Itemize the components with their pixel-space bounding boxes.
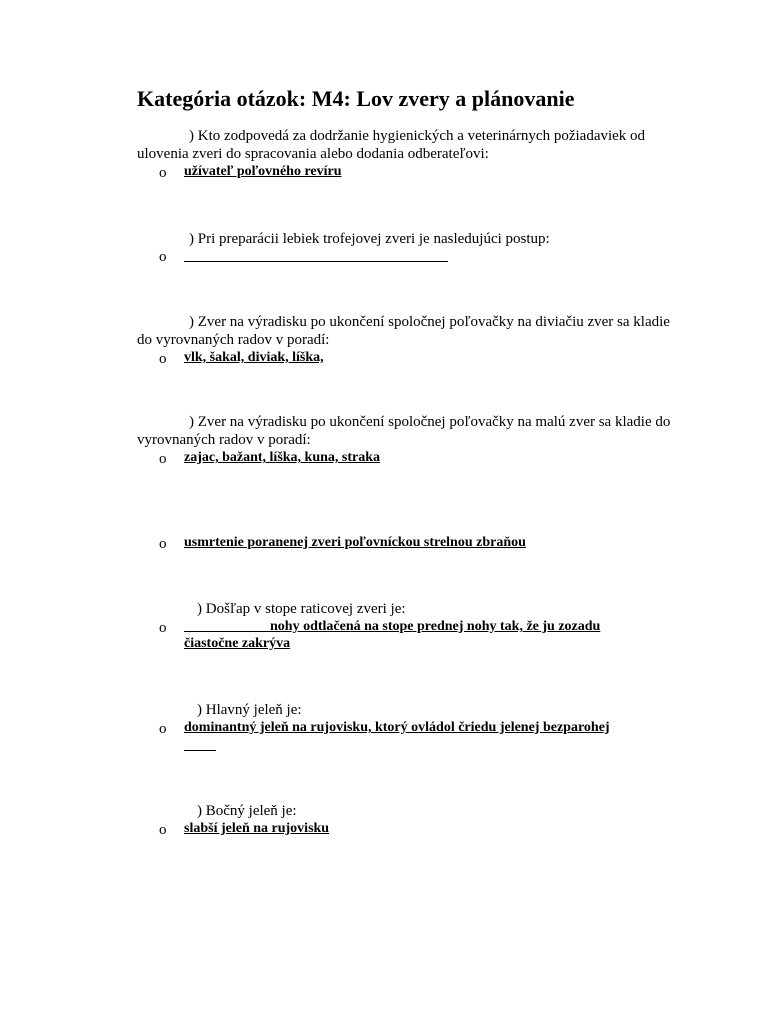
list-bullet: o bbox=[159, 721, 167, 737]
question-3-text: ) Zver na výradisku po ukončení spoločnej poľovačky na diviačiu zver sa kladie do vyrovnaných radov v poradí: bbox=[137, 314, 670, 348]
answer-4: zajac, bažant, líška, kuna, straka bbox=[184, 450, 381, 465]
question-7-text: ) Hlavný jeleň je: bbox=[197, 702, 302, 718]
question-8-text: ) Bočný jeleň je: bbox=[197, 803, 297, 819]
answer-3: vlk, šakal, diviak, líška, bbox=[184, 350, 324, 365]
question-6 bbox=[197, 600, 737, 618]
answer-7: dominantný jeleň na rujovisku, ktorý ovládol čriedu jelenej bezparohej bbox=[184, 720, 610, 735]
list-bullet: o bbox=[159, 822, 167, 838]
question-6-text: ) Došľap v stope raticovej zveri je: bbox=[197, 601, 406, 617]
question-7 bbox=[197, 701, 737, 719]
question-4-text: ) Zver na výradisku po ukončení spoločnej poľovačky na malú zver sa kladie do vyrovnaných radov v poradí: bbox=[137, 414, 671, 448]
question-2 bbox=[137, 230, 677, 248]
question-8 bbox=[197, 802, 737, 820]
answer-7-blank-line bbox=[184, 750, 216, 751]
answer-6: nohy odtlačená na stope prednej nohy tak, že ju zozadu čiastočne zakrýva bbox=[184, 619, 601, 651]
question-1-text: ) Kto zodpovedá za dodržanie hygienických a veterinárnych požiadaviek od ulovenia zveri do spracovania alebo dodania odberateľovi: bbox=[137, 128, 646, 162]
list-bullet: o bbox=[159, 351, 167, 367]
question-2-text: ) Pri preparácii lebiek trofejovej zveri je nasledujúci postup: bbox=[189, 231, 550, 247]
answer-5: usmrtenie poranenej zveri poľovníckou strelnou zbraňou bbox=[184, 535, 526, 550]
list-bullet: o bbox=[159, 249, 167, 265]
question-3 bbox=[137, 313, 677, 349]
answer-8: slabší jeleň na rujovisku bbox=[184, 821, 330, 836]
answer-1: užívateľ poľovného revíru bbox=[184, 164, 342, 179]
question-4 bbox=[137, 413, 677, 449]
page-title: Kategória otázok: M4: Lov zvery a plánovanie bbox=[137, 86, 575, 111]
list-bullet: o bbox=[159, 536, 167, 552]
list-bullet: o bbox=[159, 620, 167, 636]
question-1 bbox=[137, 127, 677, 163]
list-bullet: o bbox=[159, 451, 167, 467]
answer-2-blank-line bbox=[184, 261, 448, 262]
list-bullet: o bbox=[159, 165, 167, 181]
